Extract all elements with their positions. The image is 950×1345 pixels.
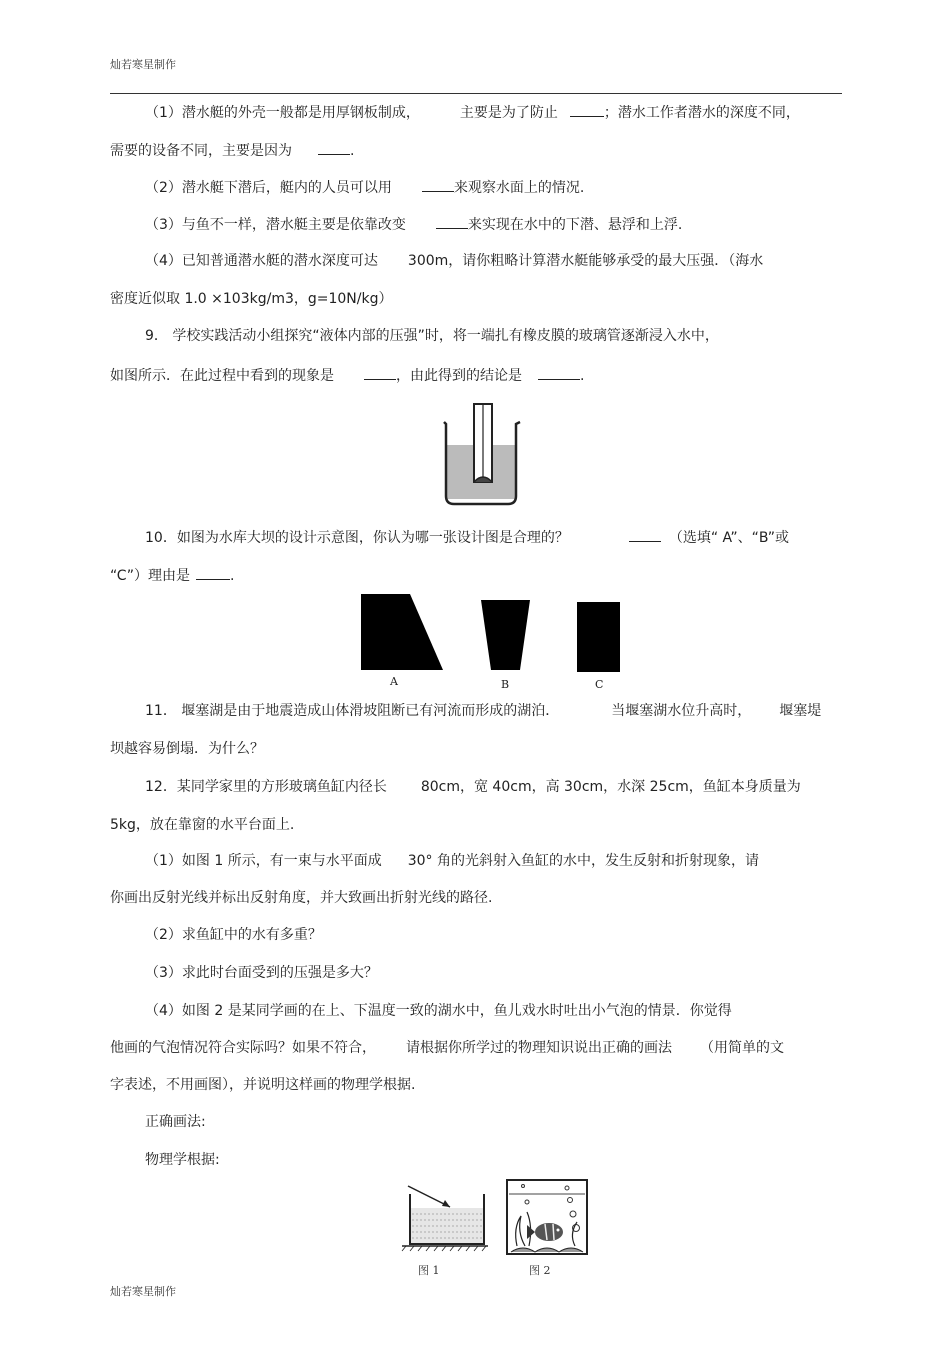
- q10-line2: [110, 565, 235, 585]
- beaker-tube-figure: [440, 398, 525, 510]
- q12-text-b: 80cm，宽 40cm，高 30cm，水深 25cm，鱼缸本身质量为: [420, 779, 801, 795]
- q8-p3-text-b: 来实现在水中的下潜、悬浮和上浮.: [467, 217, 683, 233]
- q11-line2: 坝越容易倒塌．为什么？: [110, 741, 264, 757]
- q8-p2-text-b: 来观察水面上的情况.: [453, 180, 585, 196]
- q8-p2-blank[interactable]: [422, 177, 454, 192]
- q10-line1: [145, 527, 789, 547]
- q12-text-a: 12．某同学家里的方形玻璃鱼缸内径长: [145, 779, 387, 795]
- dam-designs-figure: [358, 592, 628, 692]
- dam-a-shape: [361, 594, 443, 670]
- q8-part2: [145, 177, 584, 197]
- q12-part3: （3）求此时台面受到的压强是多大？: [145, 965, 378, 981]
- q8-p4-text-a: （4）已知普通潜水艇的潜水深度可达: [145, 253, 378, 269]
- q12-part1-line1: [145, 852, 759, 870]
- q10-period: .: [230, 568, 235, 584]
- q12-part1-line2: 你画出反射光线并标出反射角度，并大致画出折射光线的路径.: [110, 890, 493, 906]
- q8-p2-text-a: （2）潜水艇下潜后，艇内的人员可以用: [145, 180, 392, 196]
- q9-period: .: [580, 368, 585, 384]
- q9-blank-2[interactable]: [538, 365, 580, 380]
- q11-line1: [145, 702, 821, 720]
- q9-text-c: ，由此得到的结论是: [396, 368, 522, 384]
- q8-p1-blank-2[interactable]: [318, 140, 350, 155]
- q12-line1: [145, 778, 801, 796]
- q12-p4-text-b: 他画的气泡情况符合实际吗？如果不符合，: [110, 1040, 376, 1056]
- dam-c-shape: [577, 602, 620, 672]
- q12-answer-method: 正确画法:: [145, 1114, 206, 1130]
- q8-p1-text-b: 主要是为了防止: [459, 105, 558, 121]
- q11-text-a: 11． 堰塞湖是由于地震造成山体滑坡阻断已有河流而形成的湖泊．: [145, 703, 560, 719]
- q10-text-c: “C”）理由是: [110, 568, 191, 584]
- q8-part3: [145, 214, 682, 234]
- dam-label-b: B: [501, 678, 510, 691]
- q12-p1-text-b: 30° 角的光斜射入鱼缸的水中，发生反射和折射现象，请: [407, 853, 759, 869]
- q8-p1-period: .: [350, 143, 355, 159]
- q12-p4-text-d: （用简单的文: [700, 1040, 784, 1056]
- q12-part4-line3: 字表述，不用画图），并说明这样画的物理学根据.: [110, 1077, 416, 1093]
- header-rule: [110, 93, 842, 94]
- header-watermark: 灿若寒星制作: [110, 58, 176, 71]
- q11-text-c: 堰塞堤: [779, 703, 822, 719]
- q12-line2: 5kg，放在靠窗的水平台面上.: [110, 817, 295, 833]
- q8-p3-text-a: （3）与鱼不一样，潜水艇主要是依靠改变: [145, 217, 406, 233]
- dam-label-c: C: [595, 678, 604, 691]
- fig1-label: 图 1: [418, 1264, 440, 1277]
- dam-b-shape: [481, 600, 530, 670]
- q12-p1-text-a: （1）如图 1 所示，有一束与水平面成: [145, 853, 382, 869]
- q9-text-b: 如图所示．在此过程中看到的现象是: [110, 368, 334, 384]
- q8-p1-text-d: 需要的设备不同，主要是因为: [110, 143, 292, 159]
- q8-p1-text-a: （1）潜水艇的外壳一般都是用厚钢板制成，: [145, 105, 420, 121]
- q8-p1-blank-1[interactable]: [570, 102, 604, 117]
- fig2-label: 图 2: [529, 1264, 551, 1277]
- q12-part4-line2: [110, 1039, 784, 1057]
- q8-part1-line2: [110, 140, 354, 160]
- fig2-aquarium-fish: [503, 1176, 591, 1280]
- footer-watermark: 灿若寒星制作: [110, 1285, 176, 1298]
- q8-p4-text-b: 300m，请你粗略计算潜水艇能够承受的最大压强．（海水: [407, 253, 764, 269]
- q8-part4-line2: 密度近似取 1.0 ×103kg/m3，g=10N/kg）: [110, 291, 393, 307]
- q9-blank-1[interactable]: [364, 365, 396, 380]
- q10-text-a: 10．如图为水库大坝的设计示意图，你认为哪一张设计图是合理的？: [145, 530, 569, 546]
- q12-part4-line1: （4）如图 2 是某同学画的在上、下温度一致的湖水中，鱼儿戏水时吐出小气泡的情景．你觉得: [145, 1003, 732, 1019]
- q12-p4-text-c: 请根据你所学过的物理知识说出正确的画法: [406, 1040, 672, 1056]
- fig1-tank-light: [398, 1180, 490, 1280]
- q10-blank-2[interactable]: [196, 565, 230, 580]
- dam-label-a: A: [390, 675, 398, 688]
- q8-part4-line1: [145, 252, 763, 270]
- q10-text-b: （选填“ A”、“B”或: [668, 530, 789, 546]
- q8-p1-text-c: ；潜水工作者潜水的深度不同，: [603, 105, 800, 121]
- q12-part2: （2）求鱼缸中的水有多重？: [145, 927, 322, 943]
- q9-line1: 9． 学校实践活动小组探究“液体内部的压强”时，将一端扎有橡皮膜的玻璃管逐渐浸入水中，: [145, 328, 719, 344]
- q8-p3-blank[interactable]: [436, 214, 468, 229]
- q11-text-b: 当堰塞湖水位升高时，: [611, 703, 752, 719]
- q10-blank-1[interactable]: [629, 527, 661, 542]
- q12-answer-basis: 物理学根据:: [145, 1152, 220, 1168]
- q9-line2: [110, 365, 584, 385]
- q8-part1-line1: [145, 102, 800, 122]
